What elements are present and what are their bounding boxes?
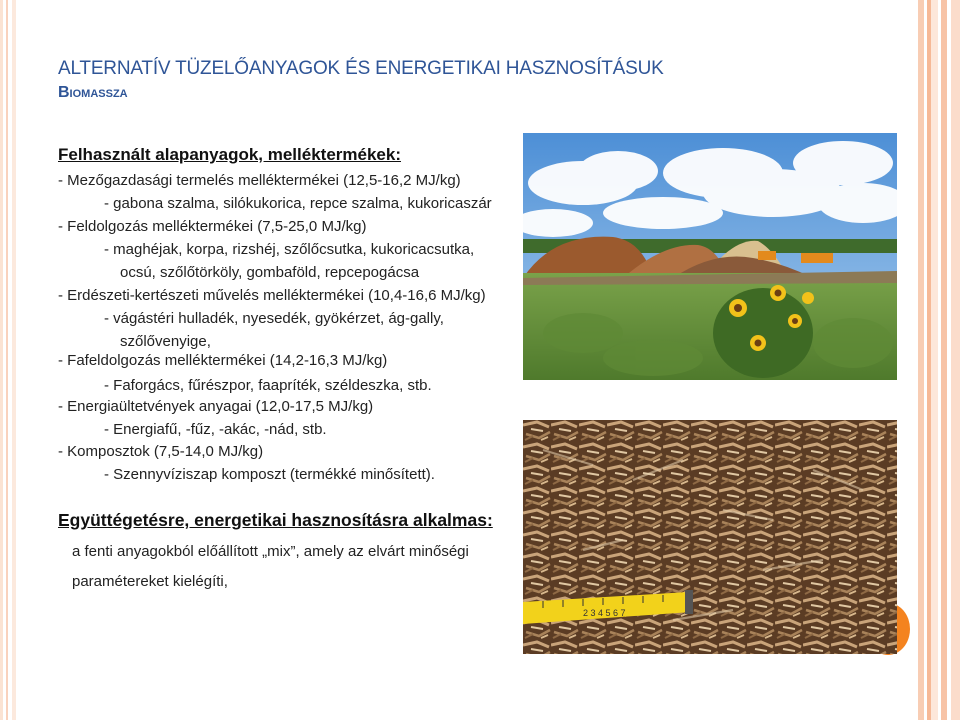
- list-item: - Energiaültetvények anyagai (12,0-17,5 MJ/kg): [58, 398, 374, 415]
- section-heading-cofiring: Együttégetésre, energetikai hasznosításra alkalmas:: [58, 510, 493, 530]
- section-heading-raw-materials: Felhasznált alapanyagok, melléktermékek:: [58, 145, 401, 164]
- list-item: - Szennyvíziszap komposzt (termékké minősített).: [104, 466, 435, 483]
- list-item: - Faforgács, fűrészpor, faapríték, széldeszka, stb.: [104, 377, 432, 394]
- slide-subtitle: Biomassza: [58, 84, 128, 101]
- list-item: - vágástéri hulladék, nyesedék, gyökérzet, ág-gally,: [104, 310, 444, 327]
- list-item: - gabona szalma, silókukorica, repce szalma, kukoricaszár: [104, 195, 492, 212]
- list-item: ocsú, szőlőtörköly, gombaföld, repcepogácsa: [120, 264, 420, 281]
- tape-numbers: 2 3 4 5 6 7: [583, 608, 626, 618]
- left-decorative-stripes: [0, 0, 24, 720]
- list-item: - maghéjak, korpa, rizshéj, szőlőcsutka, kukoricacsutka,: [104, 241, 475, 258]
- slide-title: ALTERNATÍV TÜZELŐANYAGOK ÉS ENERGETIKAI HASZNOSÍTÁSUK: [58, 58, 664, 79]
- list-item: - Fafeldolgozás melléktermékei (14,2-16,3 MJ/kg): [58, 352, 388, 369]
- list-item: szőlővenyige,: [120, 333, 211, 350]
- right-decorative-stripes: [914, 0, 960, 720]
- list-item: - Erdészeti-kertészeti művelés melléktermékei (10,4-16,6 MJ/kg): [58, 287, 486, 304]
- body-text: a fenti anyagokból előállított „mix”, amely az elvárt minőségi: [72, 543, 469, 560]
- body-text: paramétereket kielégíti,: [72, 573, 228, 590]
- list-item: - Komposztok (7,5-14,0 MJ/kg): [58, 443, 264, 460]
- compost-field-photo: [523, 133, 897, 380]
- list-item: - Energiafű, -fűz, -akác, -nád, stb.: [104, 421, 327, 438]
- list-item: - Feldolgozás melléktermékei (7,5-25,0 MJ/kg): [58, 218, 367, 235]
- wood-chips-photo: [523, 420, 897, 654]
- list-item: - Mezőgazdasági termelés melléktermékei (12,5-16,2 MJ/kg): [58, 172, 461, 189]
